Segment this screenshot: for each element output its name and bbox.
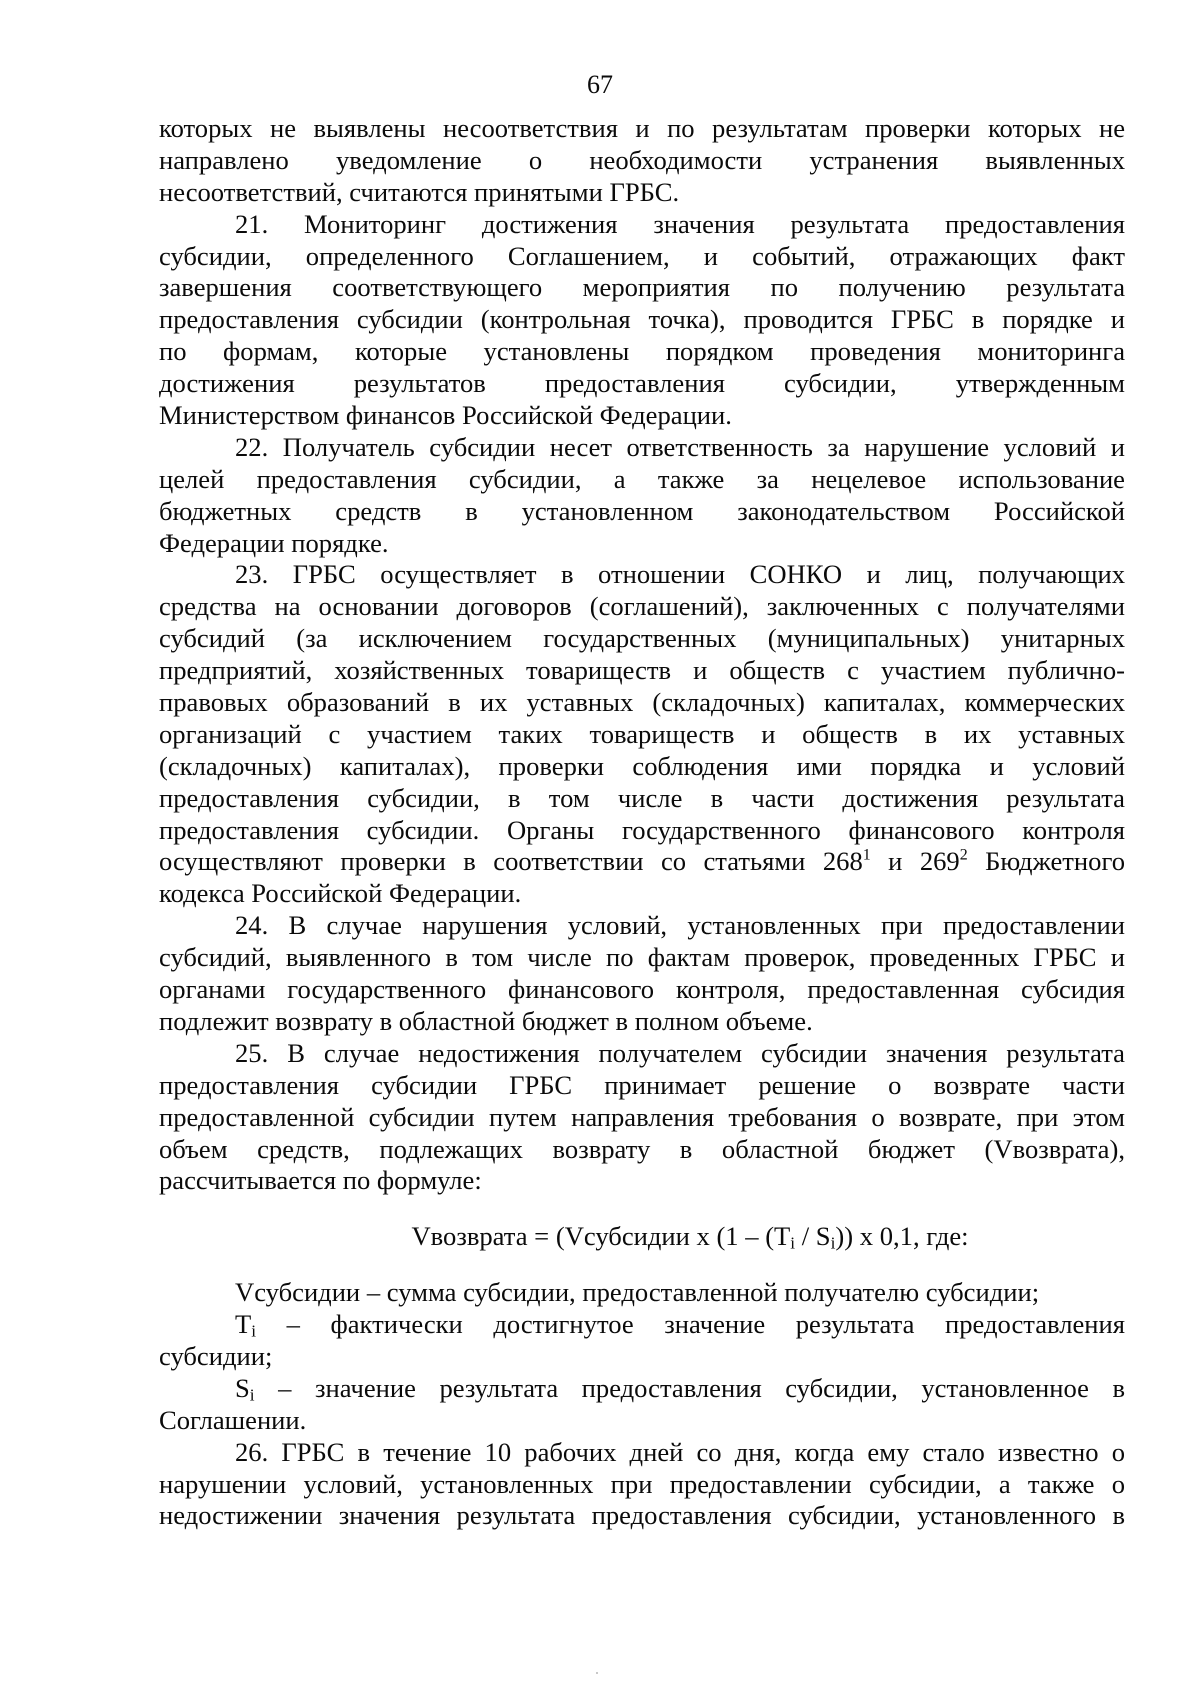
text-line: направлено уведомление о необходимости устранения выявленных [159,144,1125,175]
definition-line: субсидии; [159,1340,273,1371]
page-number: 67 [587,70,613,99]
paragraph-24-line: 24. В случае нарушения условий, установленных при предоставлении [235,910,1125,941]
text-line: Федерации порядке. [159,527,389,558]
text-line: целей предоставления субсидии, а также за нецелевое использование [159,463,1125,494]
text-line: органами государственного финансового контроля, предоставленная субсидия [159,974,1125,1005]
text-fragment: и 269 [870,846,960,877]
text-line: предоставления субсидии ГРБС принимает решение о возврате части [159,1069,1125,1100]
text-line: рассчитывается по формуле: [159,1165,482,1196]
paragraph-22-line: 22. Получатель субсидии несет ответственность за нарушение условий и [235,431,1125,462]
text-line: организаций с участием таких товариществ и обществ в их уставных [159,718,1125,749]
text-line: завершения соответствующего мероприятия по получению результата [159,272,1125,303]
definition-text: – значение результата предоставления субсидии, установленное в [254,1372,1125,1403]
text-line: недостижении значения результата предоставления субсидии, установленного в [159,1500,1125,1531]
superscript: 1 [862,847,871,865]
subscript: i [790,1233,796,1253]
text-line: по формам, которые установлены порядком проведения мониторинга [159,336,1125,367]
text-line: предоставления субсидии (контрольная точка), проводится ГРБС в порядке и [159,304,1125,335]
text-line: предоставления субсидии, в том числе в части достижения результата [159,782,1125,813]
scan-speck [596,1672,598,1674]
definition-text: – фактически достигнутое значение результата предоставления [256,1309,1125,1340]
text-line: субсидий, выявленного в том числе по фактам проверок, проведенных ГРБС и [159,942,1125,973]
text-line: достижения результатов предоставления субсидии, утвержденным [159,368,1125,399]
formula [159,1221,1125,1253]
symbol: T [235,1309,252,1340]
text-fragment: осуществляют проверки в соответствии со статьями 268 [159,846,863,877]
text-line: подлежит возврату в областной бюджет в полном объеме. [159,1005,813,1036]
text-line: предоставленной субсидии путем направления требования о возврате, при этом [159,1101,1125,1132]
definition-line [159,1309,1125,1341]
paragraph-21-line: 21. Мониторинг достижения значения результата предоставления [235,208,1125,239]
text-line: субсидий (за исключением государственных (муниципальных) унитарных [159,623,1125,654]
text-line: субсидии, определенного Соглашением, и событий, отражающих факт [159,240,1125,271]
text-line: (складочных) капиталах), проверки соблюдения ими порядка и условий [159,750,1125,781]
text-fragment: Бюджетного [967,846,1125,877]
subscript: i [830,1233,836,1253]
text-line: правовых образований в их уставных (складочных) капиталах, коммерческих [159,687,1125,718]
text-line: Министерством финансов Российской Федерации. [159,400,732,431]
subscript: i [251,1321,257,1341]
formula-part: )) x 0,1, где: [835,1221,969,1252]
formula-part: / S [795,1221,831,1252]
text-line: которых не выявлены несоответствия и по результатам проверки которых не [159,113,1125,143]
subscript: i [249,1385,255,1405]
symbol: S [235,1372,250,1403]
paragraph-26-line: 26. ГРБС в течение 10 рабочих дней со дня, когда ему стало известно о [235,1436,1125,1467]
text-line: бюджетных средств в установленном законодательством Российской [159,495,1125,526]
paragraph-23-line: 23. ГРБС осуществляет в отношении СОНКО и лиц, получающих [235,559,1125,590]
text-line: нарушении условий, установленных при предоставлении субсидии, а также о [159,1468,1125,1499]
definition-line: Соглашении. [159,1404,307,1435]
definition-line: Vсубсидии – сумма субсидии, предоставленной получателю субсидии; [235,1277,1040,1308]
text-line: объем средств, подлежащих возврату в областной бюджет (Vвозврата), [159,1133,1125,1164]
text-line: средства на основании договоров (соглашений), заключенных с получателями [159,591,1125,622]
paragraph-25-line: 25. В случае недостижения получателем субсидии значения результата [235,1037,1125,1068]
text-line: предприятий, хозяйственных товариществ и обществ с участием публично- [159,655,1125,686]
superscript: 2 [959,847,968,865]
text-line: несоответствий, считаются принятыми ГРБС. [159,176,680,207]
definition-line [159,1373,1125,1405]
document-body [159,113,1125,1532]
formula-part: Vвозврата = (Vсубсидии x (1 – (T [411,1221,791,1252]
text-line-with-superscripts [159,846,1125,878]
text-line: предоставления субсидии. Органы государственного финансового контроля [159,814,1125,845]
text-line: кодекса Российской Федерации. [159,878,522,909]
